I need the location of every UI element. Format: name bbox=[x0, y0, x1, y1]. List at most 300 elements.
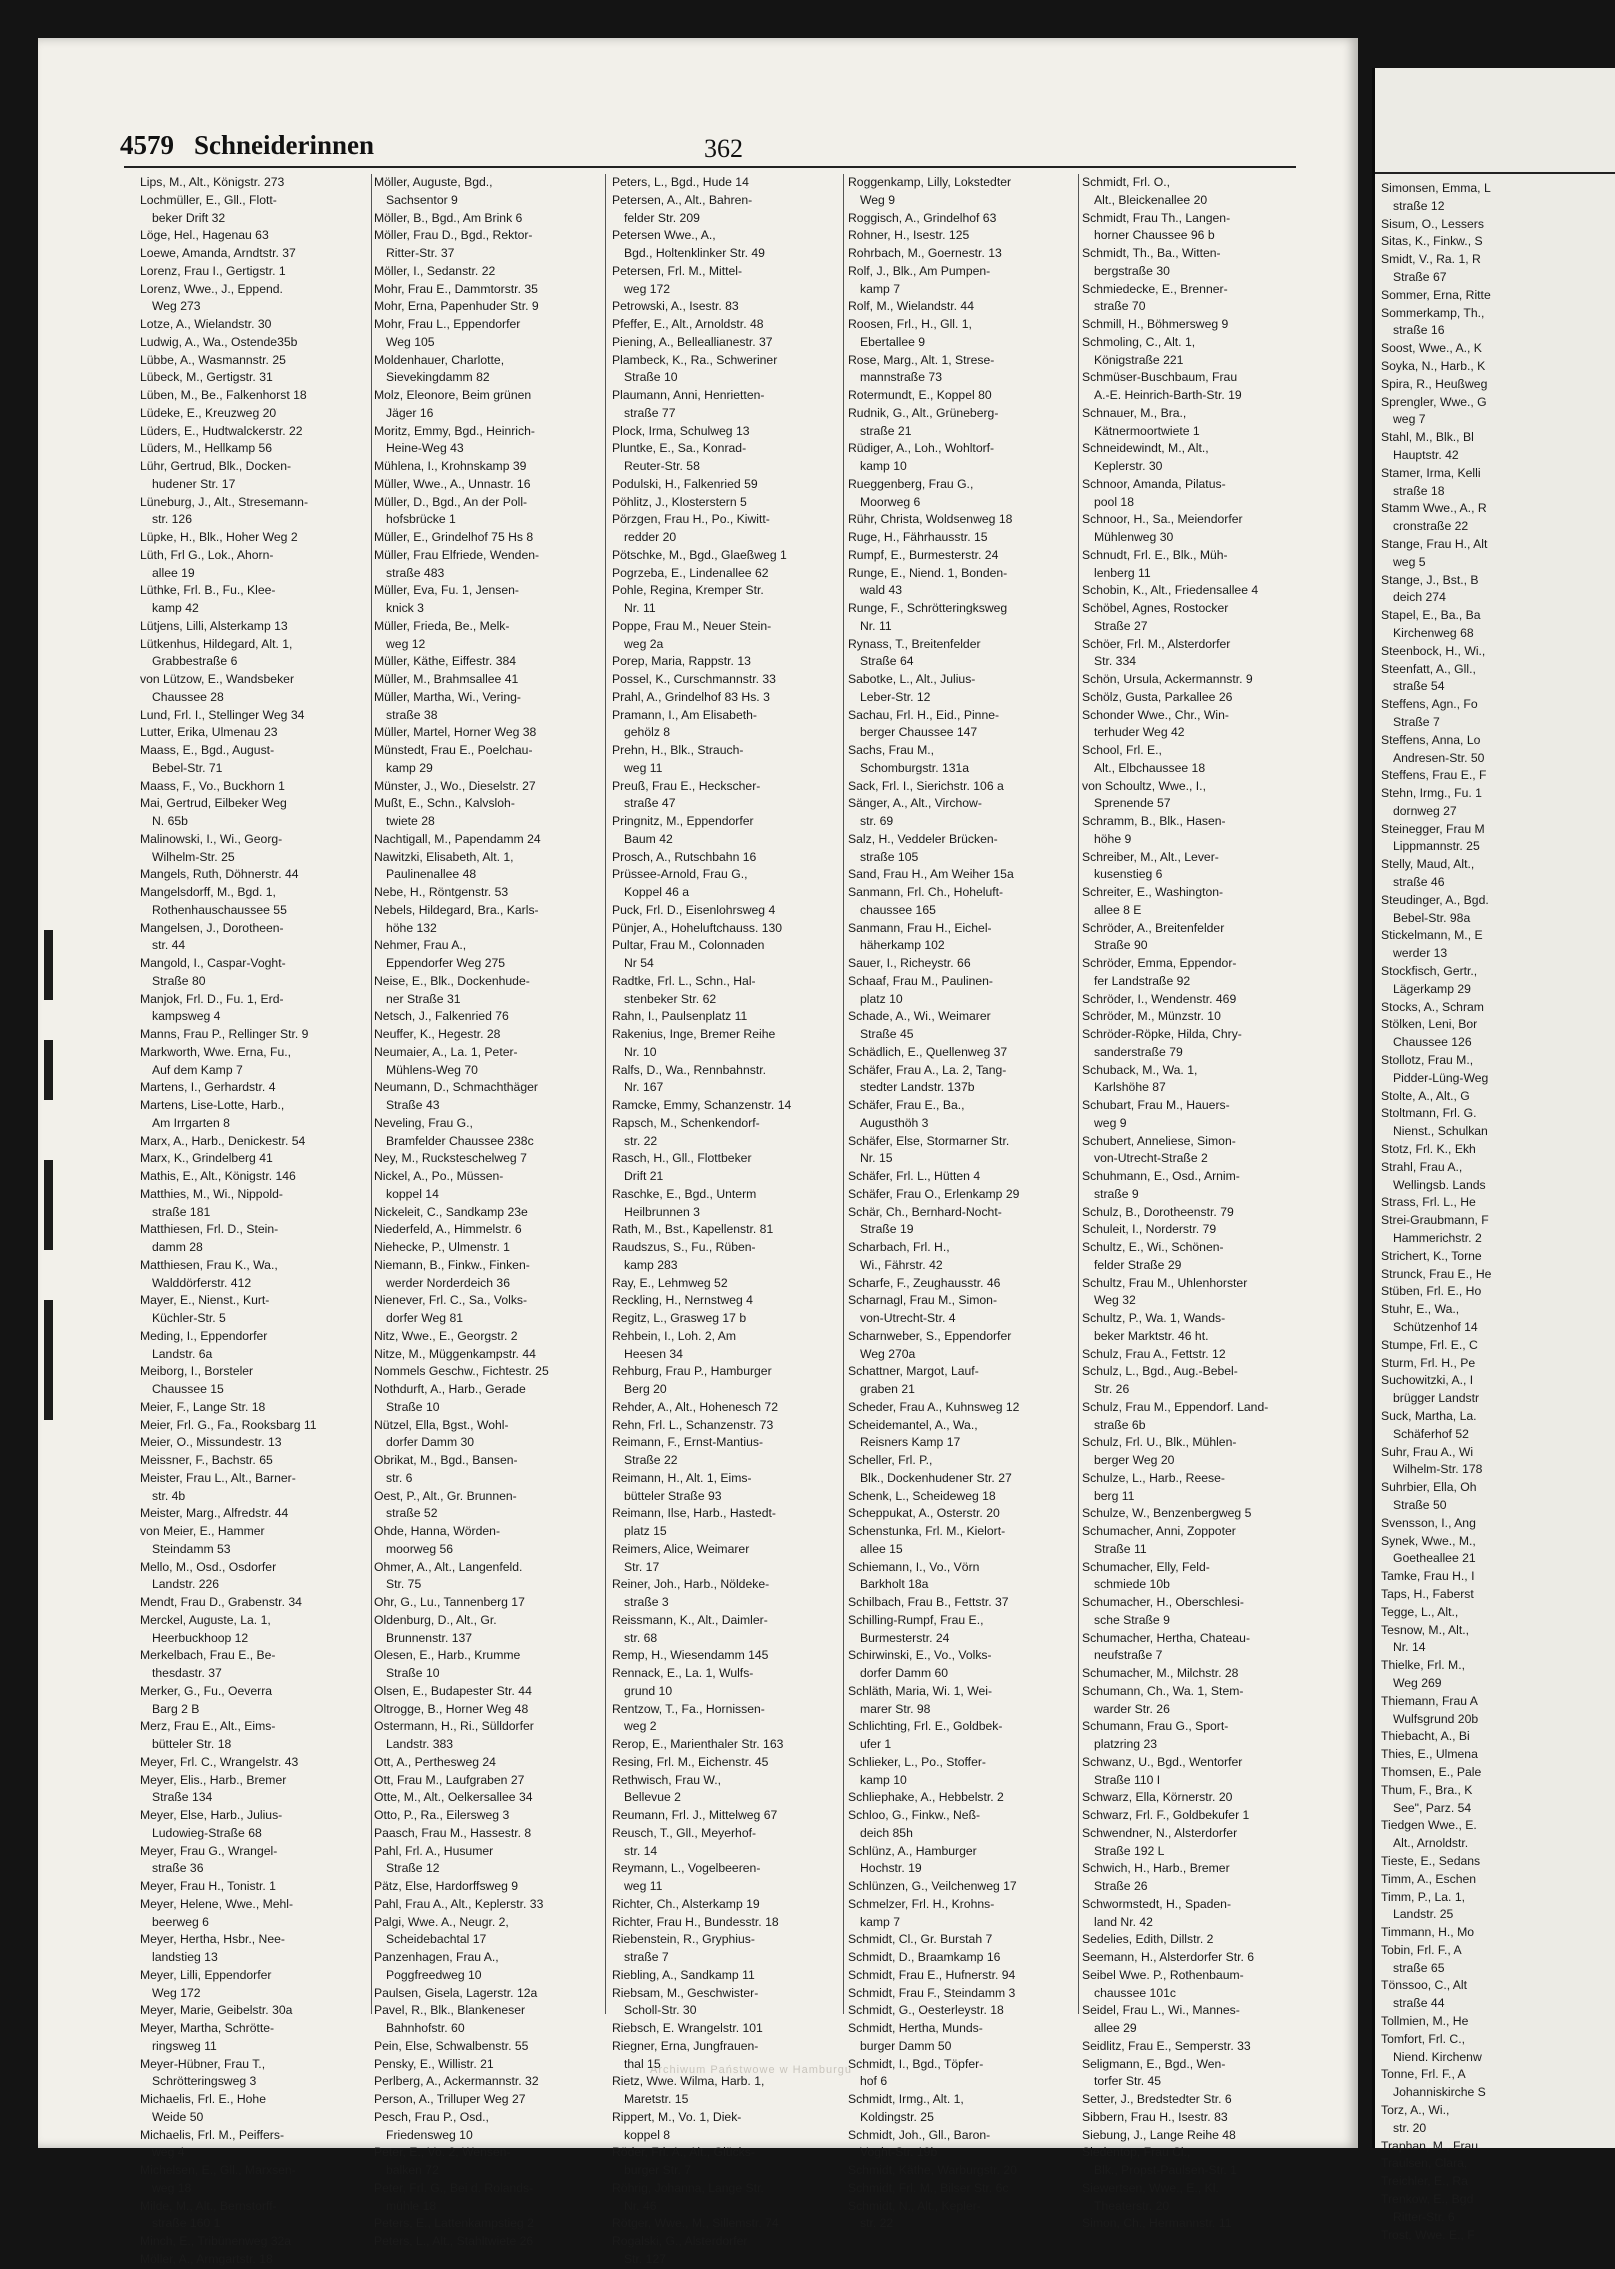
directory-entry-line: Strahl, Frau A., bbox=[1381, 1159, 1463, 1174]
directory-entry-line: Müller, Martha, Wi., Vering- bbox=[374, 689, 521, 704]
directory-entry-line: Lüneburg, J., Alt., Stresemann- bbox=[140, 494, 309, 509]
directory-entry-line: Hammerichstr. 2 bbox=[1393, 1231, 1482, 1246]
directory-entry-line: Straße 43 bbox=[386, 1098, 440, 1112]
directory-entry-line: burger Damm 50 bbox=[860, 2038, 952, 2053]
directory-entry-line: Scheller, Frl. P., bbox=[848, 1453, 933, 1467]
page-header bbox=[120, 90, 1300, 163]
directory-entry-line: Meister, Marg., Alfredstr. 44 bbox=[140, 1506, 289, 1521]
directory-entry-line: Steinegger, Frau M bbox=[1381, 821, 1485, 836]
directory-entry-line: sanderstraße 79 bbox=[1094, 1044, 1183, 1059]
directory-entry-line: beerweg 6 bbox=[152, 1914, 209, 1929]
directory-entry-line: platzring 23 bbox=[1094, 1737, 1158, 1751]
directory-entry-line: Rohrbach, M., Goernestr. 13 bbox=[848, 246, 1002, 260]
directory-entry-line: Koldingstr. 25 bbox=[860, 2109, 934, 2124]
directory-entry-line: Schöer, Frl. M., Alsterdorfer bbox=[1082, 636, 1231, 651]
directory-entry-line: Schomburgstr. 131a bbox=[860, 760, 970, 775]
directory-entry-line: Rühr, Christa, Woldsenweg 18 bbox=[848, 512, 1013, 527]
spine-mark bbox=[44, 1160, 53, 1250]
directory-entry-line: häherkamp 102 bbox=[860, 938, 945, 953]
directory-entry-line: Ohde, Hanna, Wörden- bbox=[374, 1524, 501, 1538]
directory-entry-line: Lippmannstr. 25 bbox=[1393, 839, 1480, 854]
directory-entry-line: Malinowski, I., Wi., Georg- bbox=[140, 831, 283, 846]
directory-entry-line: Taps, H., Faberst bbox=[1381, 1586, 1474, 1601]
directory-entry-line: Spira, R., Heußweg bbox=[1381, 376, 1488, 391]
directory-entry-line: Sprengler, Wwe., G bbox=[1381, 394, 1487, 409]
directory-entry-line: Rietz, Wwe. Wilma, Harb. 1, bbox=[612, 2074, 765, 2089]
spine-mark bbox=[44, 1300, 53, 1420]
directory-entry-line: See", Parz. 54 bbox=[1393, 1800, 1472, 1815]
spine-mark bbox=[44, 930, 53, 1000]
directory-entry-line: Schumacher, Anni, Zoppoter bbox=[1082, 1524, 1236, 1538]
directory-entry-line: weg 12 bbox=[386, 636, 426, 651]
directory-entry-line: Oltrogge, B., Horner Weg 48 bbox=[374, 1701, 529, 1716]
directory-entry-line: Reuter-Str. 58 bbox=[624, 459, 700, 473]
directory-entry-line: Stehn, Irmg., Fu. 1 bbox=[1381, 786, 1482, 801]
directory-entry-line: chaussee 165 bbox=[860, 902, 936, 917]
directory-entry-line: Rothenhauschaussee 55 bbox=[152, 902, 287, 917]
directory-entry-line: Steffens, Anna, Lo bbox=[1381, 732, 1481, 747]
directory-entry-line: werder Norderdeich 36 bbox=[386, 1275, 510, 1290]
directory-entry-line: Peter, Frl. G., Bei d. Rolands- bbox=[374, 2180, 534, 2195]
directory-entry-line: Lüthke, Frl. B., Fu., Klee- bbox=[140, 583, 276, 598]
directory-entry-line: Schrötteringsweg 3 bbox=[152, 2074, 257, 2089]
directory-entry-line: Schenstunka, Frl. M., Kielort- bbox=[848, 1524, 1006, 1538]
directory-entry-line: straße 483 bbox=[386, 565, 445, 580]
directory-entry-line: Rennack, E., La. 1, Wulfs- bbox=[612, 1666, 754, 1680]
directory-entry-line: graben 21 bbox=[860, 1382, 915, 1396]
directory-entry-line: Riebsam, M., Geschwister- bbox=[612, 1985, 759, 2000]
directory-entry-line: Nitze, M., Müggenkampstr. 44 bbox=[374, 1346, 536, 1361]
directory-entry-line: Straße 10 bbox=[386, 1399, 440, 1414]
directory-entry-line: Nr. 11 bbox=[860, 618, 892, 633]
directory-entry-line: Maass, F., Vo., Buckhorn 1 bbox=[140, 778, 285, 793]
directory-entry-line: Rötger, Wwe., M., Sillemstr. 74 bbox=[612, 2216, 779, 2231]
directory-entry-line: Schröder-Röpke, Hilda, Chry- bbox=[1082, 1027, 1242, 1041]
directory-entry-line: straße 70 bbox=[1094, 299, 1146, 314]
directory-entry-line: Scheder, Frau A., Kuhnsweg 12 bbox=[848, 1399, 1020, 1414]
directory-entry-line: Schumann, Frau G., Sport- bbox=[1082, 1719, 1229, 1734]
directory-entry-line: straße 65 bbox=[1393, 1960, 1445, 1975]
directory-entry-line: Jäger 16 bbox=[386, 405, 434, 420]
directory-entry-line: Barkholt 18a bbox=[860, 1577, 929, 1592]
directory-entry-line: Pahl, Frl. A., Husumer bbox=[374, 1843, 494, 1858]
directory-entry-line: Schön, Ursula, Ackermannstr. 9 bbox=[1082, 672, 1253, 686]
directory-entry-line: A.-E. Heinrich-Barth-Str. 19 bbox=[1094, 388, 1242, 402]
directory-entry-line: Meier, O., Missundestr. 13 bbox=[140, 1435, 282, 1450]
directory-entry-line: Mühlena, I., Krohnskamp 39 bbox=[374, 459, 527, 473]
directory-entry-line: Plaumann, Anni, Henrietten- bbox=[612, 388, 765, 402]
directory-entry-line: Reckling, H., Nernstweg 4 bbox=[612, 1293, 753, 1308]
directory-entry-line: Eppendorfer Weg 275 bbox=[386, 956, 506, 970]
directory-entry-line: cronstraße 22 bbox=[1393, 519, 1469, 534]
directory-entry-line: Schmidt, D., Braamkamp 16 bbox=[848, 1950, 1001, 1964]
directory-entry-line: Pünjer, A., Hoheluftchauss. 130 bbox=[612, 920, 783, 935]
directory-entry-line: berger Chaussee 147 bbox=[860, 725, 978, 740]
directory-entry-line: Radtke, Frl. L., Schn., Hal- bbox=[612, 973, 756, 988]
directory-entry-line: Schmidt, I., Bgd., Töpfer- bbox=[848, 2056, 984, 2071]
directory-entry-line: Schläth, Maria, Wi. 1, Wei- bbox=[848, 1683, 993, 1698]
directory-entry-line: Mai, Gertrud, Eilbeker Weg bbox=[140, 796, 287, 811]
directory-entry-line: Seligmann, E., Bgd., Wen- bbox=[1082, 2056, 1226, 2071]
directory-entry-line: Rehder, A., Alt., Hohenesch 72 bbox=[612, 1399, 778, 1414]
directory-entry-line: Roosen, Frl., H., Gll. 1, bbox=[848, 317, 972, 331]
directory-entry-line: Meding, I., Eppendorfer bbox=[140, 1328, 268, 1343]
directory-entry-line: Schmidt, Hertha, Munds- bbox=[848, 2021, 983, 2035]
directory-entry-line: Stüben, Frl. E., Ho bbox=[1381, 1284, 1482, 1299]
directory-entry-line: Straße 80 bbox=[152, 973, 206, 988]
directory-entry-line: Ludwig, A., Wa., Ostende35b bbox=[140, 334, 298, 349]
directory-entry-line: Schmiedecke, E., Brenner- bbox=[1082, 281, 1228, 296]
directory-entry-line: Neumann, D., Schmachthäger bbox=[374, 1080, 538, 1095]
directory-entry-line: Rerop, E., Marienthaler Str. 163 bbox=[612, 1737, 784, 1751]
directory-entry-line: weg 172 bbox=[624, 281, 671, 296]
directory-entry-line: Lüders, M., Hellkamp 56 bbox=[140, 441, 273, 456]
directory-entry-line: Maretstr. 15 bbox=[624, 2092, 689, 2106]
directory-entry-line: Pultar, Frau M., Colonnaden bbox=[612, 938, 765, 953]
directory-entry-line: Heerbuckhoop 12 bbox=[152, 1630, 249, 1645]
directory-entry-line: stenbeker Str. 62 bbox=[624, 991, 717, 1006]
directory-entry-line: Schlichting, Frl. E., Goldbek- bbox=[848, 1719, 1003, 1734]
directory-entry-line: Martens, Lise-Lotte, Harb., bbox=[140, 1098, 285, 1112]
directory-entry-line: str. 44 bbox=[152, 938, 186, 953]
directory-entry-line: str. 4b bbox=[152, 1488, 186, 1503]
directory-entry-line: Berg 20 bbox=[624, 1382, 667, 1396]
directory-entry-line: Trenkow, E., Bgd bbox=[1381, 2192, 1474, 2207]
directory-entry-line: Steindamm 53 bbox=[152, 1541, 231, 1556]
directory-entry-line: Weide 50 bbox=[152, 2109, 204, 2124]
directory-entry-line: Nr. 14 bbox=[1393, 1640, 1426, 1655]
directory-entry-line: Schumacher, Hertha, Chateau- bbox=[1082, 1630, 1251, 1645]
directory-entry-line: hofsbrücke 1 bbox=[386, 512, 456, 527]
directory-entry-line: Weg 9 bbox=[860, 192, 896, 207]
directory-entry-line: deich 274 bbox=[1393, 590, 1446, 605]
directory-entry-line: von-Utrecht-Str. 4 bbox=[860, 1311, 956, 1325]
directory-entry-line: dorfer Damm 30 bbox=[386, 1435, 475, 1450]
directory-entry-line: Schwarz, Ella, Körnerstr. 20 bbox=[1082, 1790, 1233, 1805]
directory-entry-line: twiete 28 bbox=[386, 814, 435, 828]
directory-entry-line: Schmidt, Frau E., Hufnerstr. 94 bbox=[848, 1967, 1016, 1982]
directory-entry-line: Merckel, Auguste, La. 1, bbox=[140, 1612, 271, 1627]
directory-entry-line: Marx, K., Grindelberg 41 bbox=[140, 1151, 273, 1166]
directory-entry-line: allee 8 E bbox=[1094, 902, 1142, 917]
directory-entry-line: Schmelzer, Frl. H., Krohns- bbox=[848, 1896, 995, 1911]
directory-entry-line: Rogalski, G., Alsterdorfer bbox=[612, 2234, 748, 2248]
directory-entry-line: Scheidemantel, A., Wa., bbox=[848, 1417, 978, 1432]
directory-entry-line: Strunck, Frau E., He bbox=[1381, 1266, 1492, 1281]
directory-entry-line: straße 181 bbox=[152, 1204, 211, 1219]
directory-entry-line: Puck, Frl. D., Eisenlohrsweg 4 bbox=[612, 902, 776, 917]
directory-entry-line: dorfer Damm 60 bbox=[860, 1666, 949, 1680]
directory-entry-line: bergstraße 30 bbox=[1094, 263, 1170, 278]
directory-entry-line: Müller, M., Brahmsallee 41 bbox=[374, 672, 519, 686]
directory-entry-line: horner Chaussee 96 b bbox=[1094, 228, 1215, 243]
directory-entry-line: Meister, Frau L., Alt., Barner- bbox=[140, 1470, 296, 1485]
directory-entry-line: Salz, H., Veddeler Brücken- bbox=[848, 831, 998, 846]
directory-entry-line: Meyer, Marie, Geibelstr. 30a bbox=[140, 2003, 293, 2018]
directory-entry-line: Lütjens, Lilli, Alsterkamp 13 bbox=[140, 618, 288, 633]
directory-entry-line: Steffens, Frau E., F bbox=[1381, 768, 1487, 783]
directory-entry-line: Riebsch, E. Wrangelstr. 101 bbox=[612, 2021, 763, 2035]
directory-entry-line: Lips, M., Alt., Königstr. 273 bbox=[140, 175, 285, 189]
directory-entry-line: Straße 110 I bbox=[1094, 1772, 1161, 1787]
directory-entry-line: weg 5 bbox=[1393, 554, 1426, 569]
directory-entry-line: Ruge, H., Fährhausstr. 15 bbox=[848, 530, 988, 544]
directory-entry-line: str. 126 bbox=[152, 512, 192, 527]
directory-entry-line: chaussee 101c bbox=[1094, 1985, 1176, 2000]
directory-entry-line: Ritter-Str. 6 bbox=[1393, 2209, 1455, 2224]
directory-entry-line: Niehecke, P., Ulmenstr. 1 bbox=[374, 1240, 510, 1254]
directory-entry-line: warder Str. 26 bbox=[1094, 1701, 1170, 1716]
directory-entry-line: Straße 50 bbox=[1393, 1497, 1447, 1512]
directory-column-2 bbox=[374, 174, 602, 2248]
directory-entry-line: felder Straße 29 bbox=[1094, 1257, 1182, 1272]
directory-entry-line: Rudnik, G., Alt., Grüneberg- bbox=[848, 405, 999, 420]
directory-entry-line: Schwendner, N., Alsterdorfer bbox=[1082, 1825, 1238, 1840]
directory-entry-line: Möller, Frau D., Bgd., Rektor- bbox=[374, 228, 533, 243]
directory-entry-line: Sanmann, Frau H., Eichel- bbox=[848, 920, 992, 935]
directory-entry-line: Tönssoo, C., Alt bbox=[1381, 1978, 1468, 1993]
directory-entry-line: Pörzgen, Frau H., Po., Kiwitt- bbox=[612, 512, 770, 527]
directory-entry-line: Weg 269 bbox=[1393, 1675, 1442, 1690]
directory-entry-line: fer Landstraße 92 bbox=[1094, 973, 1191, 988]
header-rule bbox=[124, 166, 1296, 168]
directory-entry-line: Schilbach, Frau B., Fettstr. 37 bbox=[848, 1595, 1009, 1609]
directory-entry-line: Sievekingdamm 82 bbox=[386, 370, 490, 385]
directory-entry-line: Schlieker, L., Po., Stoffer- bbox=[848, 1754, 986, 1769]
directory-entry-line: Heesen 34 bbox=[624, 1346, 683, 1361]
directory-entry-line: Michelsen, E., Gll., Marxsen- bbox=[140, 2163, 296, 2177]
section-title: Schneiderinnen bbox=[194, 130, 375, 160]
directory-entry-line: hudener Str. 17 bbox=[152, 476, 236, 491]
directory-entry-line: Petrowski, A., Isestr. 83 bbox=[612, 299, 739, 314]
directory-entry-line: straße 46 bbox=[1393, 875, 1445, 890]
directory-entry-line: Mathis, E., Alt., Königstr. 146 bbox=[140, 1169, 296, 1183]
directory-entry-line: Baum 42 bbox=[624, 831, 673, 846]
directory-entry-line: bütteler Str. 18 bbox=[152, 1737, 232, 1751]
directory-entry-line: Scharnweber, S., Eppendorfer bbox=[848, 1328, 1012, 1343]
directory-entry-line: Peters, E., Lattenkampstieg 2 bbox=[374, 2216, 534, 2231]
directory-entry-line: Stoltmann, Frl. G. bbox=[1381, 1106, 1477, 1121]
directory-entry-line: Stockfisch, Gertr., bbox=[1381, 964, 1478, 979]
directory-entry-line: platz 10 bbox=[860, 991, 903, 1006]
directory-entry-line: Straße 192 L bbox=[1094, 1843, 1165, 1858]
directory-entry-line: Siewertsen, Wwe., E., Kl. bbox=[1082, 2180, 1219, 2195]
directory-entry-line: Riebling, A., Sandkamp 11 bbox=[612, 1967, 755, 1982]
directory-entry-line: Oest, P., Alt., Gr. Brunnen- bbox=[374, 1488, 517, 1503]
directory-entry-line: Nehmer, Frau A., bbox=[374, 938, 467, 953]
directory-entry-line: Königstraße 221 bbox=[1094, 352, 1184, 367]
directory-entry-line: kamp 10 bbox=[860, 1772, 907, 1787]
directory-entry-line: Ney, M., Rucksteschelweg 7 bbox=[374, 1151, 527, 1166]
directory-entry-line: Hauptstr. 42 bbox=[1393, 447, 1459, 462]
column-divider bbox=[843, 174, 844, 2014]
directory-entry-line: hof 6 bbox=[860, 2074, 888, 2089]
directory-entry-line: Meyer, Hertha, Hsbr., Nee- bbox=[140, 1932, 285, 1947]
directory-entry-line: Ohmer, A., Alt., Langenfeld. bbox=[374, 1559, 523, 1574]
directory-entry-line: Suhrbier, Ella, Oh bbox=[1381, 1480, 1477, 1495]
directory-entry-line: Müller, D., Bgd., An der Poll- bbox=[374, 494, 528, 509]
directory-entry-line: Rakenius, Inge, Bremer Reihe bbox=[612, 1027, 776, 1041]
directory-entry-line: Scheppukat, A., Osterstr. 20 bbox=[848, 1506, 1000, 1521]
directory-entry-line: kamp 283 bbox=[624, 1257, 678, 1272]
directory-entry-line: Runge, E., Niend. 1, Bonden- bbox=[848, 565, 1008, 580]
directory-entry-line: Tonne, Frl. F., A bbox=[1381, 2067, 1466, 2082]
directory-entry-line: Molz, Eleonore, Beim grünen bbox=[374, 388, 532, 402]
directory-entry-line: Mayer, E., Nienst., Kurt- bbox=[140, 1293, 270, 1308]
directory-entry-line: Drift 21 bbox=[624, 1169, 664, 1183]
directory-entry-line: Schliephake, A., Hebbelstr. 2 bbox=[848, 1790, 1004, 1805]
directory-entry-line: Nr. 11 bbox=[624, 601, 656, 615]
directory-entry-line: Leber-Str. 12 bbox=[860, 689, 931, 704]
directory-entry-line: Ramcke, Emmy, Schanzenstr. 14 bbox=[612, 1098, 792, 1112]
directory-entry-line: Straße 27 bbox=[1094, 618, 1148, 633]
directory-entry-line: Nitz, Wwe., E., Georgstr. 2 bbox=[374, 1328, 518, 1343]
directory-entry-line: Roggisch, A., Grindelhof 63 bbox=[848, 210, 997, 225]
directory-entry-line: Neuffer, K., Hegestr. 28 bbox=[374, 1027, 501, 1041]
directory-entry-line: Setter, J., Bredstedter Str. 6 bbox=[1082, 2092, 1232, 2106]
directory-entry-line: weg 4 bbox=[152, 2145, 185, 2160]
directory-entry-line: Str. 334 bbox=[1094, 654, 1137, 669]
directory-entry-line: Thomsen, E., Pale bbox=[1381, 1764, 1482, 1779]
directory-entry-line: Rethwisch, Frau W., bbox=[612, 1772, 722, 1787]
directory-entry-line: Reimann, Ilse, Harb., Hastedt- bbox=[612, 1506, 776, 1521]
directory-entry-line: kamp 42 bbox=[152, 601, 199, 615]
directory-entry-line: Runge, F., Schrötteringksweg bbox=[848, 601, 1008, 615]
directory-entry-line: Richter, Ch., Alsterkamp 19 bbox=[612, 1896, 760, 1911]
directory-entry-line: Niend. Kirchenw bbox=[1393, 2049, 1482, 2064]
directory-entry-line: Weg 273 bbox=[152, 299, 201, 314]
directory-entry-line: Schmüser-Buschbaum, Frau bbox=[1082, 370, 1238, 385]
directory-entry-line: Schnoor, Amanda, Pilatus- bbox=[1082, 476, 1226, 491]
directory-entry-line: kamp 29 bbox=[386, 760, 433, 775]
directory-entry-line: straße 16 bbox=[1393, 323, 1445, 338]
directory-entry-line: Ostermann, H., Ri., Sülldorfer bbox=[374, 1719, 534, 1734]
directory-entry-line: Wilhelm-Str. 178 bbox=[1393, 1462, 1483, 1477]
directory-entry-line: Schneidewindt, M., Alt., bbox=[1082, 441, 1209, 456]
directory-entry-line: Stocks, A., Schram bbox=[1381, 999, 1484, 1014]
directory-entry-line: Schäfer, Frau O., Erlenkamp 29 bbox=[848, 1186, 1020, 1201]
directory-entry-line: Schäferhof 52 bbox=[1393, 1426, 1469, 1441]
directory-entry-line: Nebe, H., Röntgenstr. 53 bbox=[374, 885, 509, 899]
directory-entry-line: Str. 17 bbox=[624, 1559, 660, 1574]
directory-entry-line: Schmidt, Joh., Gll., Baron- bbox=[848, 2127, 991, 2142]
directory-entry-line: Sprenende 57 bbox=[1094, 796, 1171, 811]
directory-entry-line: Straße 12 bbox=[386, 1861, 440, 1876]
directory-entry-line: Scharnagl, Frau M., Simon- bbox=[848, 1293, 998, 1308]
directory-entry-line: mannstraße 73 bbox=[860, 370, 942, 385]
directory-entry-line: Straße 26 bbox=[1094, 1879, 1148, 1893]
directory-entry-line: straße 9 bbox=[1094, 1186, 1139, 1201]
directory-entry-line: Steffens, Agn., Fo bbox=[1381, 697, 1478, 712]
directory-entry-line: Mohr, Frau L., Eppendorfer bbox=[374, 317, 521, 331]
directory-entry-line: Sachau, Frl. H., Eid., Pinne- bbox=[848, 707, 1000, 722]
directory-entry-line: Meier, F., Lange Str. 18 bbox=[140, 1399, 266, 1414]
adjacent-page-column bbox=[1381, 180, 1611, 2242]
directory-entry-line: thal 15 bbox=[624, 2056, 661, 2071]
directory-entry-line: School, Frl. E., bbox=[1082, 743, 1162, 757]
directory-entry-line: Tegge, L., Alt., bbox=[1381, 1604, 1459, 1619]
directory-entry-line: berg 11 bbox=[1094, 1488, 1135, 1503]
directory-entry-line: Schuleit, I., Norderstr. 79 bbox=[1082, 1222, 1217, 1237]
directory-entry-line: Riegner, Erna, Jungfrauen- bbox=[612, 2038, 759, 2053]
directory-entry-line: straße 36 bbox=[152, 1861, 204, 1876]
directory-entry-line: Timm, A., Eschen bbox=[1381, 1871, 1477, 1886]
directory-entry-line: Scholl-Str. 30 bbox=[624, 2003, 697, 2018]
directory-entry-line: Chaussee 126 bbox=[1393, 1035, 1472, 1050]
directory-entry-line: Mußt, E., Schn., Kalvsloh- bbox=[374, 796, 515, 811]
directory-entry-line: Thiebacht, A., Bi bbox=[1381, 1729, 1470, 1744]
directory-entry-line: Str. 127 bbox=[624, 2251, 667, 2266]
directory-entry-line: Schuback, M., Wa. 1, bbox=[1082, 1062, 1198, 1077]
directory-entry-line: Mangels, Ruth, Döhnerstr. 44 bbox=[140, 867, 299, 882]
directory-entry-line: Meyer, Lilli, Eppendorfer bbox=[140, 1967, 272, 1982]
directory-entry-line: bütteler Straße 93 bbox=[624, 1488, 722, 1503]
directory-entry-line: Raudszus, S., Fu., Rüben- bbox=[612, 1240, 756, 1254]
directory-entry-line: Sturm, Frl. H., Pe bbox=[1381, 1355, 1476, 1370]
directory-entry-line: Nachtigall, M., Papendamm 24 bbox=[374, 831, 541, 846]
directory-entry-line: landstieg 13 bbox=[152, 1950, 218, 1964]
directory-entry-line: berger Weg 20 bbox=[1094, 1453, 1175, 1467]
directory-entry-line: Wulfsgrund 20b bbox=[1393, 1711, 1479, 1726]
directory-entry-line: Palgi, Wwe. A., Neugr. 2, bbox=[374, 1914, 509, 1929]
directory-entry-line: Schumacher, Elly, Feld- bbox=[1082, 1559, 1210, 1574]
directory-entry-line: Prahl, A., Grindelhof 83 Hs. 3 bbox=[612, 689, 770, 704]
directory-entry-line: Münster, J., Wo., Dieselstr. 27 bbox=[374, 778, 536, 793]
directory-entry-line: Blk., Propst-Paulsen-Str. 1 bbox=[1094, 2163, 1237, 2177]
directory-entry-line: Müller, Frau Elfriede, Wenden- bbox=[374, 547, 540, 562]
directory-entry-line: kusenstieg 6 bbox=[1094, 867, 1163, 882]
directory-entry-line: Straße 10 bbox=[386, 1666, 440, 1680]
directory-entry-line: Stange, J., Bst., B bbox=[1381, 572, 1479, 587]
directory-entry-line: Moritz, Emmy, Bgd., Heinrich- bbox=[374, 423, 535, 438]
directory-entry-line: Pringnitz, M., Eppendorfer bbox=[612, 814, 754, 828]
directory-entry-line: allee 29 bbox=[1094, 2021, 1137, 2035]
directory-entry-line: Tesnow, M., Alt., bbox=[1381, 1622, 1470, 1637]
directory-entry-line: Markworth, Wwe. Erna, Fu., bbox=[140, 1044, 292, 1059]
directory-entry-line: Schulz, Frau M., Eppendorf. Land- bbox=[1082, 1399, 1269, 1414]
directory-entry-line: beker Marktstr. 46 ht. bbox=[1094, 1328, 1209, 1343]
directory-entry-line: koppel 14 bbox=[386, 1186, 439, 1201]
directory-entry-line: ner Straße 31 bbox=[386, 991, 461, 1006]
directory-entry-line: Riebenstein, R., Gryphius- bbox=[612, 1932, 755, 1947]
directory-entry-line: Mühlens-Weg 70 bbox=[386, 1062, 478, 1077]
directory-entry-line: Barg 2 B bbox=[152, 1701, 200, 1716]
directory-entry-line: straße 38 bbox=[386, 707, 438, 722]
directory-entry-line: Schramm, B., Blk., Hasen- bbox=[1082, 814, 1226, 828]
directory-entry-line: Schultz, Frau M., Uhlenhorster bbox=[1082, 1275, 1248, 1290]
directory-entry-line: Strichert, K., Torne bbox=[1381, 1248, 1482, 1263]
directory-entry-line: weg 2a bbox=[624, 636, 664, 651]
directory-entry-line: Schenk, L., Scheideweg 18 bbox=[848, 1488, 996, 1503]
directory-entry-line: Schulz, Frau A., Fettstr. 12 bbox=[1082, 1346, 1226, 1361]
column-divider bbox=[371, 174, 372, 2014]
directory-entry-line: Preuß, Frau E., Heckscher- bbox=[612, 778, 761, 793]
directory-entry-line: grund 10 bbox=[624, 1683, 673, 1698]
directory-entry-line: Minch, E., Tribünenweg 32a bbox=[140, 2234, 292, 2248]
directory-entry-line: Landstr. 226 bbox=[152, 1577, 220, 1592]
directory-entry-line: straße 47 bbox=[624, 796, 676, 811]
directory-entry-line: Sachs, Frau M., bbox=[848, 743, 935, 757]
directory-entry-line: Ott, A., Perthesweg 24 bbox=[374, 1754, 496, 1769]
directory-entry-line: Mühlenweg 30 bbox=[1094, 530, 1174, 544]
directory-entry-line: Rolf, M., Wielandstr. 44 bbox=[848, 299, 974, 314]
directory-entry-line: kamp 7 bbox=[860, 281, 900, 296]
directory-entry-line: Schuhmann, E., Osd., Arnim- bbox=[1082, 1169, 1240, 1183]
directory-entry-line: Tollmien, M., He bbox=[1381, 2014, 1469, 2029]
directory-entry-line: Lüth, Frl G., Lok., Ahorn- bbox=[140, 547, 274, 562]
directory-entry-line: Weg 105 bbox=[386, 334, 435, 349]
directory-entry-line: Rahn, I., Paulsenplatz 11 bbox=[612, 1009, 748, 1024]
